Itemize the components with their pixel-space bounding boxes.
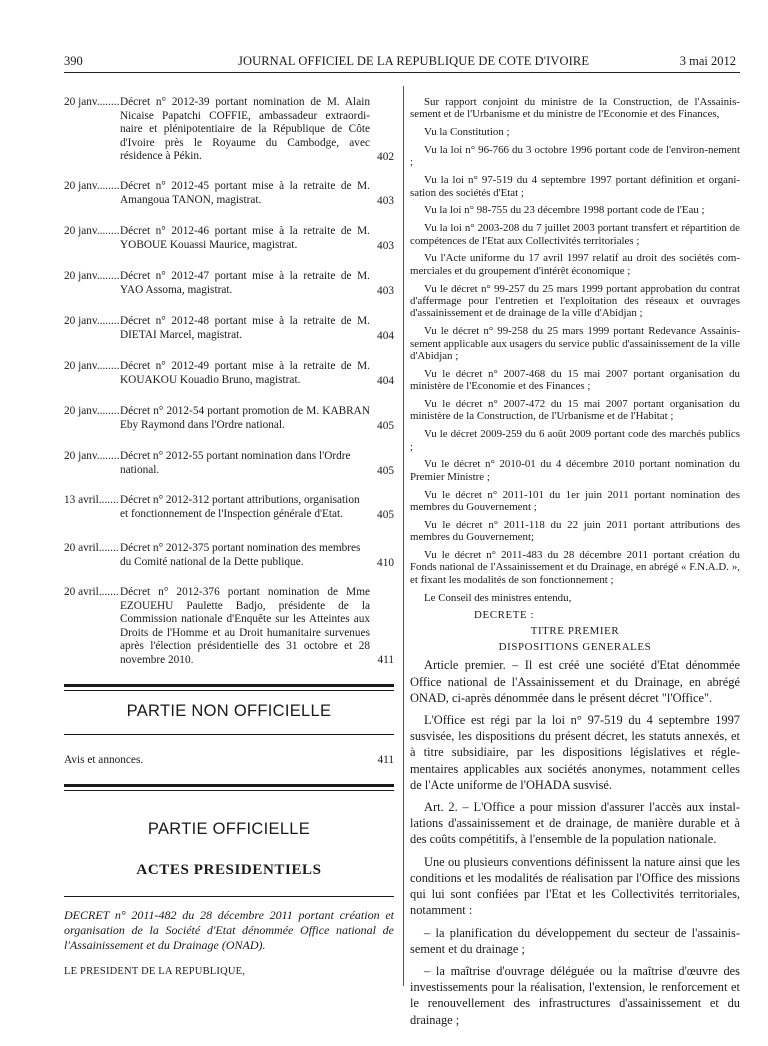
titre-heading: TITRE PREMIER bbox=[530, 625, 620, 638]
entry-page: 405 bbox=[377, 420, 394, 432]
article-paragraph: Une ou plusieurs conventions définissent la nature ainsi que les conditions et les modalités de réalisation par l'Office des missions qui lui sont confiées par l'Etat et les Collectivités territoriales, notamment : bbox=[410, 854, 740, 918]
entry-text: Décret n° 2012-54 portant promotion de M. KABRAN Eby Raymond dans l'Ordre national. bbox=[120, 405, 370, 431]
visa-paragraph: Vu la loi n° 98-755 du 23 décembre 1998 portant code de l'Eau ; bbox=[424, 204, 705, 217]
entry-page: 403 bbox=[377, 240, 394, 252]
entry-text: Décret n° 2012-49 portant mise à la retraite de M. KOUAKOU Kouadio Bruno, magistrat. bbox=[120, 360, 370, 386]
president-line: LE PRESIDENT DE LA REPUBLIQUE, bbox=[64, 966, 246, 977]
actes-presidentiels-heading: ACTES PRESIDENTIELS bbox=[136, 862, 322, 878]
visa-paragraph: Le Conseil des ministres entendu, bbox=[424, 591, 572, 604]
article-paragraph: Article premier. – Il est créé une société d'Etat dénommée Office national de l'Assainissement et du Drainage, en abrégé ONAD, ci-après dénommée dans le présent décret "l'Office". bbox=[410, 658, 740, 705]
article-paragraph: Art. 2. – L'Office a pour mission d'assurer l'accès aux instal-lations d'assainissement et de drainage, de manière durable et à des coûts compétitifs, à l'ensemble de la population nationale. bbox=[410, 800, 740, 847]
visa-paragraph: Vu la loi n° 96-766 du 3 octobre 1996 portant code de l'environ-nement ; bbox=[410, 144, 740, 169]
article-paragraph: – la planification du développement du secteur de l'assainis-sement et du drainage ; bbox=[410, 925, 740, 956]
visa-paragraph: Vu la loi n° 2003-208 du 7 juillet 2003 portant transfert et répartition de compétences de l'Etat aux Collectivités territoriales ; bbox=[410, 222, 740, 247]
partie-non-officielle-title: PARTIE NON OFFICIELLE bbox=[126, 702, 332, 720]
article-paragraph: – la maîtrise d'ouvrage déléguée ou la maîtrise d'œuvre des investissements pour la réalisation, l'extension, le renforcement et le renouvellement des infrastructures d'assainissement et du drainage ; bbox=[410, 963, 740, 1027]
entry-text: Décret n° 2012-47 portant mise à la retraite de M. YAO Assoma, magistrat. bbox=[120, 270, 370, 296]
section-rule bbox=[64, 734, 394, 735]
entry-date: 20 janv........ bbox=[64, 315, 120, 327]
entry-page: 411 bbox=[377, 654, 394, 666]
page-number: 390 bbox=[64, 54, 83, 68]
entry-page: 403 bbox=[377, 195, 394, 207]
decree-title: DECRET n° 2011-482 du 28 décembre 2011 portant création et organisation de la Société d'Etat dénommée Office national de l'Assainissement et du Drainage (ONAD). bbox=[64, 908, 394, 952]
visa-paragraph: Vu la Constitution ; bbox=[424, 126, 510, 139]
dispositions-heading: DISPOSITIONS GENERALES bbox=[498, 641, 652, 654]
visa-paragraph: Vu le décret n° 2011-118 du 22 juin 2011 portant attributions des membres du Gouvernement; bbox=[410, 518, 740, 544]
entry-text: Décret n° 2012-45 portant mise à la retraite de M. Amangoua TANON, magistrat. bbox=[120, 180, 370, 206]
entry-date: 20 janv........ bbox=[64, 225, 120, 237]
section-rule bbox=[64, 896, 394, 897]
avis-label: Avis et annonces. bbox=[64, 754, 144, 766]
visa-paragraph: Vu le décret n° 2010-01 du 4 décembre 2010 portant nomination du Premier Ministre ; bbox=[410, 458, 740, 483]
entry-date: 20 janv........ bbox=[64, 96, 120, 108]
section-rule bbox=[64, 684, 394, 687]
section-rule bbox=[64, 690, 394, 691]
decrete-heading: DECRETE : bbox=[474, 609, 535, 622]
visa-paragraph: Sur rapport conjoint du ministre de la Construction, de l'Assainis-sement et de l'Urbanisme et du ministre de l'Economie et des Finances, bbox=[410, 96, 740, 121]
avis-annonces-entry bbox=[64, 754, 394, 766]
entry-text: Décret n° 2012-55 portant nomination dans l'Ordre national. bbox=[120, 450, 351, 476]
entry-date: 20 janv........ bbox=[64, 180, 120, 192]
entry-date: 20 avril....... bbox=[64, 542, 119, 554]
issue-date: 3 mai 2012 bbox=[679, 54, 736, 68]
entry-text: Décret n° 2012-46 portant mise à la retraite de M. YOBOUE Kouassi Maurice, magistrat. bbox=[120, 225, 370, 251]
entry-page: 405 bbox=[377, 509, 394, 521]
entry-text: Décret n° 2012-376 portant nomination de Mme EZOUEHU Paulette Badjo, présidente de la Commission nationale d'Enquête sur les Atteintes aux Droits de l'Homme et au Droit humanitaire survenues après l'élection présidentielle des 31 octobre et 28 novembre 2010. bbox=[120, 586, 370, 666]
avis-page: 411 bbox=[377, 754, 394, 766]
entry-date: 20 janv........ bbox=[64, 270, 120, 282]
journal-title: JOURNAL OFFICIEL DE LA REPUBLIQUE DE COTE D'IVOIRE bbox=[238, 54, 590, 68]
visa-paragraph: Vu la loi n° 97-519 du 4 septembre 1997 portant définition et organi-sation des sociétés d'Etat ; bbox=[410, 174, 740, 199]
section-rule bbox=[64, 784, 394, 787]
entry-date: 20 janv........ bbox=[64, 450, 120, 462]
visa-paragraph: Vu le décret n° 2007-468 du 15 mai 2007 portant organisation du ministère de l'Economie et des Finances ; bbox=[410, 367, 740, 393]
entry-page: 402 bbox=[377, 151, 394, 163]
section-rule bbox=[64, 790, 394, 791]
visa-paragraph: Vu l'Acte uniforme du 17 avril 1997 relatif au droit des sociétés com-merciales et du groupement d'intérêt économique ; bbox=[410, 252, 740, 277]
visa-paragraph: Vu le décret 2009-259 du 6 août 2009 portant code des marchés publics ; bbox=[410, 428, 740, 453]
entry-page: 403 bbox=[377, 285, 394, 297]
entry-date: 20 janv........ bbox=[64, 405, 120, 417]
article-paragraph: L'Office est régi par la loi n° 97-519 du 4 septembre 1997 susvisée, les dispositions du présent décret, les statuts annexés, et à titre subsidiaire, par les dispositions législatives et régle-mentaires applicables aux sociétés anonymes, notamment celles de l'Acte uniforme de l'OHADA susvisé. bbox=[410, 713, 740, 792]
entry-text: Décret n° 2012-312 portant attributions, organisation et fonctionnement de l'Inspection générale d'Etat. bbox=[120, 494, 360, 520]
visa-paragraph: Vu le décret n° 2011-101 du 1er juin 2011 portant nomination des membres du Gouvernement ; bbox=[410, 488, 740, 514]
visa-paragraph: Vu le décret n° 99-257 du 25 mars 1999 portant approbation du contrat d'affermage pour l'entretien et l'exploitation des réseaux et ouvrages d'assainissement et de drainage de la ville d'Abidjan ; bbox=[410, 282, 740, 320]
visa-paragraph: Vu le décret n° 2007-472 du 15 mai 2007 portant organisation du ministère de la Construction, de l'Urbanisme et de l'Habitat ; bbox=[410, 398, 740, 423]
entry-text: Décret n° 2012-375 portant nomination des membres du Comité national de la Dette publique. bbox=[120, 542, 361, 568]
entry-date: 13 avril....... bbox=[64, 494, 119, 506]
decree-body-column bbox=[410, 96, 740, 1034]
visa-paragraph: Vu le décret n° 99-258 du 25 mars 1999 portant Redevance Assainis-sement applicable aux usagers du service public d'assainissement de la ville d'Abidjan ; bbox=[410, 325, 740, 363]
column-divider bbox=[403, 86, 404, 986]
visa-paragraph: Vu le décret n° 2011-483 du 28 décembre 2011 portant création du Fonds national de l'Assainissement et du Drainage, en abrégé « F.N.A.D. », et fixant les modalités de son fonctionnement ; bbox=[410, 549, 740, 586]
entry-page: 405 bbox=[377, 465, 394, 477]
entry-text: Décret n° 2012-48 portant mise à la retraite de M. DIETAI Marcel, magistrat. bbox=[120, 315, 370, 341]
entry-page: 404 bbox=[377, 330, 394, 342]
partie-officielle-title: PARTIE OFFICIELLE bbox=[147, 820, 311, 838]
entry-page: 410 bbox=[377, 557, 394, 569]
entry-text: Décret n° 2012-39 portant nomination de M. Alain Nicaise Papatchi COFFIE, ambassadeur extraordi-naire et plénipotentiaire de la République de Côte d'Ivoire près le Royaume du Cambodge, avec résidence à Pékin. bbox=[120, 96, 370, 163]
summary-column bbox=[64, 0, 394, 1046]
entry-page: 404 bbox=[377, 375, 394, 387]
entry-date: 20 janv........ bbox=[64, 360, 120, 372]
entry-date: 20 avril....... bbox=[64, 586, 119, 598]
